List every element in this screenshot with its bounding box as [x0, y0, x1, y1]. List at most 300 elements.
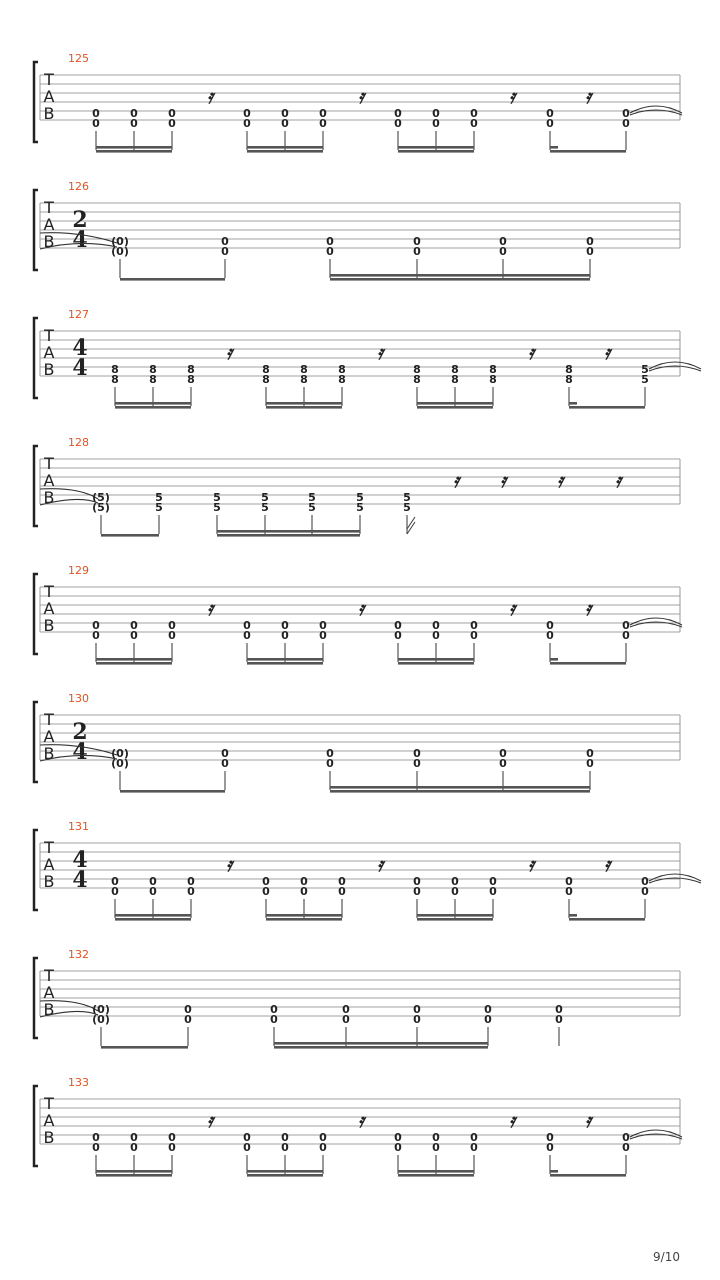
- beam: [330, 790, 590, 793]
- fret-number: 0: [187, 885, 195, 898]
- sixteenth-rest: 𝄿: [509, 598, 515, 620]
- fret-number: 0: [432, 117, 440, 130]
- fret-number: 5: [155, 491, 163, 504]
- fret-number: 0: [470, 107, 478, 120]
- fret-number: 0: [319, 107, 327, 120]
- beam: [115, 918, 191, 921]
- fret-number: 0: [546, 117, 554, 130]
- fret-number: 0: [262, 875, 270, 888]
- fret-number: 5: [261, 491, 269, 504]
- beam: [217, 530, 360, 533]
- tab-system: [34, 52, 682, 153]
- measure-number: 128: [68, 436, 89, 449]
- fret-number: 0: [394, 107, 402, 120]
- time-signature-bottom: 4: [72, 227, 88, 253]
- fret-number: 0: [342, 1003, 350, 1016]
- beam: [274, 1046, 488, 1049]
- fret-number: 8: [187, 363, 195, 376]
- fret-number: 8: [338, 363, 346, 376]
- beam: [550, 150, 626, 153]
- fret-number: 0: [432, 1141, 440, 1154]
- beam: [101, 534, 159, 537]
- time-signature-bottom: 4: [72, 355, 88, 381]
- fret-number: 0: [413, 757, 421, 770]
- fret-number: 0: [413, 747, 421, 760]
- beam: [550, 1174, 626, 1177]
- fret-number: 0: [451, 885, 459, 898]
- system-bracket: [34, 446, 38, 526]
- fret-number: 8: [262, 373, 270, 386]
- beam: [247, 658, 323, 661]
- beam: [398, 1170, 474, 1173]
- fret-number: 0: [270, 1013, 278, 1026]
- beam: [266, 918, 342, 921]
- fret-number: 0: [546, 629, 554, 642]
- beam-partial: [569, 402, 577, 405]
- fret-number: 0: [413, 875, 421, 888]
- beam: [247, 1170, 323, 1173]
- fret-number: (5): [92, 491, 110, 504]
- sixteenth-rest: 𝄿: [500, 470, 506, 492]
- fret-number: 0: [451, 875, 459, 888]
- sixteenth-rest: 𝄿: [377, 342, 383, 364]
- fret-number: 0: [484, 1003, 492, 1016]
- fret-number: 8: [565, 363, 573, 376]
- measure-number: 131: [68, 820, 89, 833]
- fret-number: 0: [243, 1131, 251, 1144]
- system-bracket: [34, 1086, 38, 1166]
- fret-number: 0: [641, 875, 649, 888]
- tab-clef-letter: B: [43, 1000, 55, 1019]
- beam: [217, 534, 360, 537]
- fret-number: 0: [168, 107, 176, 120]
- tab-clef-letter: A: [43, 727, 55, 746]
- measure-number: 129: [68, 564, 89, 577]
- fret-number: 5: [403, 501, 411, 514]
- measure-number: 126: [68, 180, 89, 193]
- fret-number: 8: [565, 373, 573, 386]
- sixteenth-rest: 𝄿: [585, 598, 591, 620]
- fret-number: 0: [546, 1131, 554, 1144]
- fret-number: 0: [499, 235, 507, 248]
- sixteenth-rest: 𝄿: [604, 342, 610, 364]
- fret-number: 0: [555, 1013, 563, 1026]
- fret-number: 8: [413, 363, 421, 376]
- fret-number: 0: [149, 875, 157, 888]
- fret-number: 0: [130, 1131, 138, 1144]
- sixteenth-rest: 𝄿: [453, 470, 459, 492]
- beam: [96, 1174, 172, 1177]
- sixteenth-rest: 𝄿: [528, 854, 534, 876]
- fret-number: 0: [326, 747, 334, 760]
- fret-number: 0: [92, 1141, 100, 1154]
- fret-number: 0: [470, 1131, 478, 1144]
- tab-clef-letter: T: [44, 710, 54, 729]
- fret-number: 0: [168, 629, 176, 642]
- fret-number: 0: [319, 1141, 327, 1154]
- fret-number: 0: [413, 235, 421, 248]
- sixteenth-rest: 𝄿: [207, 598, 213, 620]
- fret-number: 8: [338, 373, 346, 386]
- fret-number: 0: [546, 619, 554, 632]
- tab-clef-letter: B: [43, 104, 55, 123]
- fret-number: 5: [356, 501, 364, 514]
- fret-number: (0): [92, 1003, 110, 1016]
- fret-number: 0: [622, 117, 630, 130]
- fret-number: 0: [470, 117, 478, 130]
- fret-number: 0: [641, 885, 649, 898]
- time-signature-top: 4: [72, 335, 88, 361]
- fret-number: 0: [281, 619, 289, 632]
- beam: [417, 918, 493, 921]
- fret-number: 0: [184, 1003, 192, 1016]
- fret-number: 0: [394, 1131, 402, 1144]
- fret-number: 0: [168, 117, 176, 130]
- fret-number: 0: [394, 117, 402, 130]
- fret-number: 0: [338, 885, 346, 898]
- fret-number: 0: [565, 885, 573, 898]
- fret-number: 0: [413, 1013, 421, 1026]
- beam: [96, 658, 172, 661]
- fret-number: 5: [155, 501, 163, 514]
- sixteenth-rest: 𝄿: [585, 86, 591, 108]
- fret-number: 8: [149, 363, 157, 376]
- sixteenth-rest: 𝄿: [226, 342, 232, 364]
- fret-number: 0: [111, 885, 119, 898]
- fret-number: 0: [586, 757, 594, 770]
- fret-number: 0: [243, 117, 251, 130]
- fret-number: 5: [403, 491, 411, 504]
- time-signature-bottom: 4: [72, 739, 88, 765]
- tab-clef-letter: B: [43, 488, 55, 507]
- fret-number: 0: [149, 885, 157, 898]
- fret-number: 0: [484, 1013, 492, 1026]
- beam: [266, 914, 342, 917]
- beam-partial: [550, 1170, 558, 1173]
- fret-number: 5: [261, 501, 269, 514]
- fret-number: 0: [243, 107, 251, 120]
- measure-number: 133: [68, 1076, 89, 1089]
- fret-number: (0): [92, 1013, 110, 1026]
- beam: [115, 402, 191, 405]
- beam: [330, 278, 590, 281]
- fret-number: 0: [394, 619, 402, 632]
- beam: [569, 406, 645, 409]
- fret-number: 0: [319, 629, 327, 642]
- tab-clef-letter: A: [43, 983, 55, 1002]
- tab-system: [34, 436, 680, 537]
- time-signature-top: 4: [72, 847, 88, 873]
- fret-number: 0: [221, 245, 229, 258]
- fret-number: 0: [187, 875, 195, 888]
- beam: [550, 662, 626, 665]
- fret-number: 0: [499, 757, 507, 770]
- page-number: 9/10: [653, 1250, 680, 1264]
- sixteenth-rest: 𝄿: [585, 1110, 591, 1132]
- tab-clef-letter: A: [43, 471, 55, 490]
- system-bracket: [34, 574, 38, 654]
- beam: [417, 406, 493, 409]
- tab-clef-letter: T: [44, 326, 54, 345]
- tab-system: [34, 692, 680, 793]
- fret-number: 0: [432, 619, 440, 632]
- tab-clef-letter: A: [43, 87, 55, 106]
- fret-number: 0: [565, 875, 573, 888]
- system-bracket: [34, 702, 38, 782]
- fret-number: 0: [221, 757, 229, 770]
- fret-number: 8: [413, 373, 421, 386]
- fret-number: 0: [243, 629, 251, 642]
- time-signature-bottom: 4: [72, 867, 88, 893]
- beam: [569, 918, 645, 921]
- fret-number: 0: [622, 1141, 630, 1154]
- fret-number: (0): [111, 235, 129, 248]
- fret-number: 8: [300, 373, 308, 386]
- fret-number: 0: [394, 629, 402, 642]
- note-flag: [407, 517, 415, 534]
- beam: [398, 1174, 474, 1177]
- fret-number: 0: [326, 235, 334, 248]
- tab-clef-letter: T: [44, 966, 54, 985]
- sixteenth-rest: 𝄿: [615, 470, 621, 492]
- fret-number: 0: [281, 1141, 289, 1154]
- time-signature-top: 2: [72, 719, 88, 745]
- beam: [96, 1170, 172, 1173]
- fret-number: 0: [342, 1013, 350, 1026]
- beam: [247, 146, 323, 149]
- fret-number: 0: [221, 747, 229, 760]
- fret-number: 0: [586, 747, 594, 760]
- system-bracket: [34, 318, 38, 398]
- fret-number: (0): [111, 757, 129, 770]
- fret-number: 0: [300, 875, 308, 888]
- fret-number: 0: [319, 619, 327, 632]
- fret-number: 0: [470, 1141, 478, 1154]
- fret-number: 0: [489, 885, 497, 898]
- tab-clef-letter: T: [44, 198, 54, 217]
- fret-number: 5: [641, 373, 649, 386]
- fret-number: 0: [92, 619, 100, 632]
- sixteenth-rest: 𝄿: [207, 86, 213, 108]
- fret-number: 0: [130, 1141, 138, 1154]
- sixteenth-rest: 𝄿: [509, 86, 515, 108]
- sixteenth-rest: 𝄿: [358, 1110, 364, 1132]
- fret-number: 0: [470, 629, 478, 642]
- fret-number: 0: [130, 619, 138, 632]
- tab-system: [34, 180, 680, 281]
- tab-system: [34, 564, 682, 665]
- tab-clef-letter: T: [44, 1094, 54, 1113]
- fret-number: 8: [451, 363, 459, 376]
- fret-number: 0: [300, 885, 308, 898]
- fret-number: (0): [111, 747, 129, 760]
- sixteenth-rest: 𝄿: [528, 342, 534, 364]
- fret-number: 0: [413, 245, 421, 258]
- fret-number: 0: [281, 117, 289, 130]
- fret-number: 8: [149, 373, 157, 386]
- time-signature-top: 2: [72, 207, 88, 233]
- fret-number: 0: [92, 1131, 100, 1144]
- fret-number: 0: [281, 107, 289, 120]
- tab-system: [34, 820, 701, 921]
- sixteenth-rest: 𝄿: [207, 1110, 213, 1132]
- fret-number: 8: [489, 373, 497, 386]
- tab-clef-letter: T: [44, 838, 54, 857]
- fret-number: 0: [92, 107, 100, 120]
- beam: [417, 914, 493, 917]
- beam: [330, 786, 590, 789]
- beam-partial: [550, 146, 558, 149]
- fret-number: 8: [300, 363, 308, 376]
- tab-system: [34, 1076, 682, 1177]
- beam: [266, 406, 342, 409]
- fret-number: 0: [432, 629, 440, 642]
- fret-number: 8: [262, 363, 270, 376]
- fret-number: 0: [184, 1013, 192, 1026]
- beam: [247, 662, 323, 665]
- beam: [247, 150, 323, 153]
- fret-number: 0: [432, 1131, 440, 1144]
- tab-clef-letter: A: [43, 343, 55, 362]
- system-bracket: [34, 830, 38, 910]
- fret-number: 0: [319, 1131, 327, 1144]
- fret-number: (5): [92, 501, 110, 514]
- beam: [96, 146, 172, 149]
- sixteenth-rest: 𝄿: [358, 598, 364, 620]
- fret-number: 8: [187, 373, 195, 386]
- beam: [398, 662, 474, 665]
- beam: [247, 1174, 323, 1177]
- fret-number: 0: [546, 1141, 554, 1154]
- tab-clef-letter: B: [43, 744, 55, 763]
- fret-number: 5: [641, 363, 649, 376]
- beam: [417, 402, 493, 405]
- fret-number: 0: [111, 875, 119, 888]
- fret-number: 0: [622, 629, 630, 642]
- sixteenth-rest: 𝄿: [509, 1110, 515, 1132]
- fret-number: 5: [213, 491, 221, 504]
- system-bracket: [34, 190, 38, 270]
- fret-number: 0: [546, 107, 554, 120]
- fret-number: 0: [262, 885, 270, 898]
- fret-number: 0: [499, 747, 507, 760]
- fret-number: 5: [213, 501, 221, 514]
- fret-number: 0: [243, 1141, 251, 1154]
- fret-number: 0: [270, 1003, 278, 1016]
- tab-clef-letter: B: [43, 1128, 55, 1147]
- fret-number: 0: [92, 117, 100, 130]
- beam: [101, 1046, 188, 1049]
- fret-number: 5: [356, 491, 364, 504]
- fret-number: 0: [326, 245, 334, 258]
- tab-clef-letter: B: [43, 872, 55, 891]
- beam: [96, 662, 172, 665]
- fret-number: 8: [489, 363, 497, 376]
- beam: [115, 406, 191, 409]
- fret-number: 0: [281, 1131, 289, 1144]
- sixteenth-rest: 𝄿: [557, 470, 563, 492]
- fret-number: 0: [130, 117, 138, 130]
- fret-number: 0: [622, 619, 630, 632]
- sixteenth-rest: 𝄿: [358, 86, 364, 108]
- beam: [96, 150, 172, 153]
- tab-clef-letter: T: [44, 70, 54, 89]
- fret-number: 0: [394, 1141, 402, 1154]
- fret-number: 8: [111, 363, 119, 376]
- fret-number: 0: [92, 629, 100, 642]
- fret-number: 8: [111, 373, 119, 386]
- measure-number: 125: [68, 52, 89, 65]
- beam-partial: [569, 914, 577, 917]
- system-bracket: [34, 62, 38, 142]
- fret-number: 0: [555, 1003, 563, 1016]
- beam: [398, 146, 474, 149]
- fret-number: 0: [130, 107, 138, 120]
- tab-clef-letter: B: [43, 360, 55, 379]
- fret-number: 0: [168, 619, 176, 632]
- measure-number: 127: [68, 308, 89, 321]
- sixteenth-rest: 𝄿: [226, 854, 232, 876]
- tab-system: [34, 948, 680, 1049]
- fret-number: 0: [499, 245, 507, 258]
- tab-clef-letter: A: [43, 599, 55, 618]
- fret-number: 0: [168, 1131, 176, 1144]
- fret-number: 0: [281, 629, 289, 642]
- fret-number: 0: [489, 875, 497, 888]
- fret-number: 0: [622, 107, 630, 120]
- sixteenth-rest: 𝄿: [377, 854, 383, 876]
- beam: [330, 274, 590, 277]
- tab-clef-letter: A: [43, 1111, 55, 1130]
- beam-partial: [550, 658, 558, 661]
- beam: [398, 658, 474, 661]
- fret-number: 0: [319, 117, 327, 130]
- fret-number: 8: [451, 373, 459, 386]
- measure-number: 130: [68, 692, 89, 705]
- fret-number: 5: [308, 501, 316, 514]
- fret-number: 0: [586, 245, 594, 258]
- beam: [266, 402, 342, 405]
- tab-clef-letter: A: [43, 855, 55, 874]
- fret-number: 0: [432, 107, 440, 120]
- fret-number: 0: [130, 629, 138, 642]
- beam: [274, 1042, 488, 1045]
- fret-number: 0: [622, 1131, 630, 1144]
- fret-number: 0: [586, 235, 594, 248]
- measure-number: 132: [68, 948, 89, 961]
- beam: [120, 790, 225, 793]
- fret-number: 0: [470, 619, 478, 632]
- tab-clef-letter: B: [43, 232, 55, 251]
- fret-number: 5: [308, 491, 316, 504]
- beam: [120, 278, 225, 281]
- fret-number: 0: [338, 875, 346, 888]
- tab-clef-letter: A: [43, 215, 55, 234]
- sixteenth-rest: 𝄿: [604, 854, 610, 876]
- fret-number: (0): [111, 245, 129, 258]
- fret-number: 0: [326, 757, 334, 770]
- fret-number: 0: [168, 1141, 176, 1154]
- fret-number: 0: [221, 235, 229, 248]
- tab-system: [34, 308, 701, 409]
- beam: [115, 914, 191, 917]
- fret-number: 0: [413, 885, 421, 898]
- fret-number: 0: [243, 619, 251, 632]
- tab-clef-letter: T: [44, 454, 54, 473]
- tab-clef-letter: B: [43, 616, 55, 635]
- system-bracket: [34, 958, 38, 1038]
- tab-clef-letter: T: [44, 582, 54, 601]
